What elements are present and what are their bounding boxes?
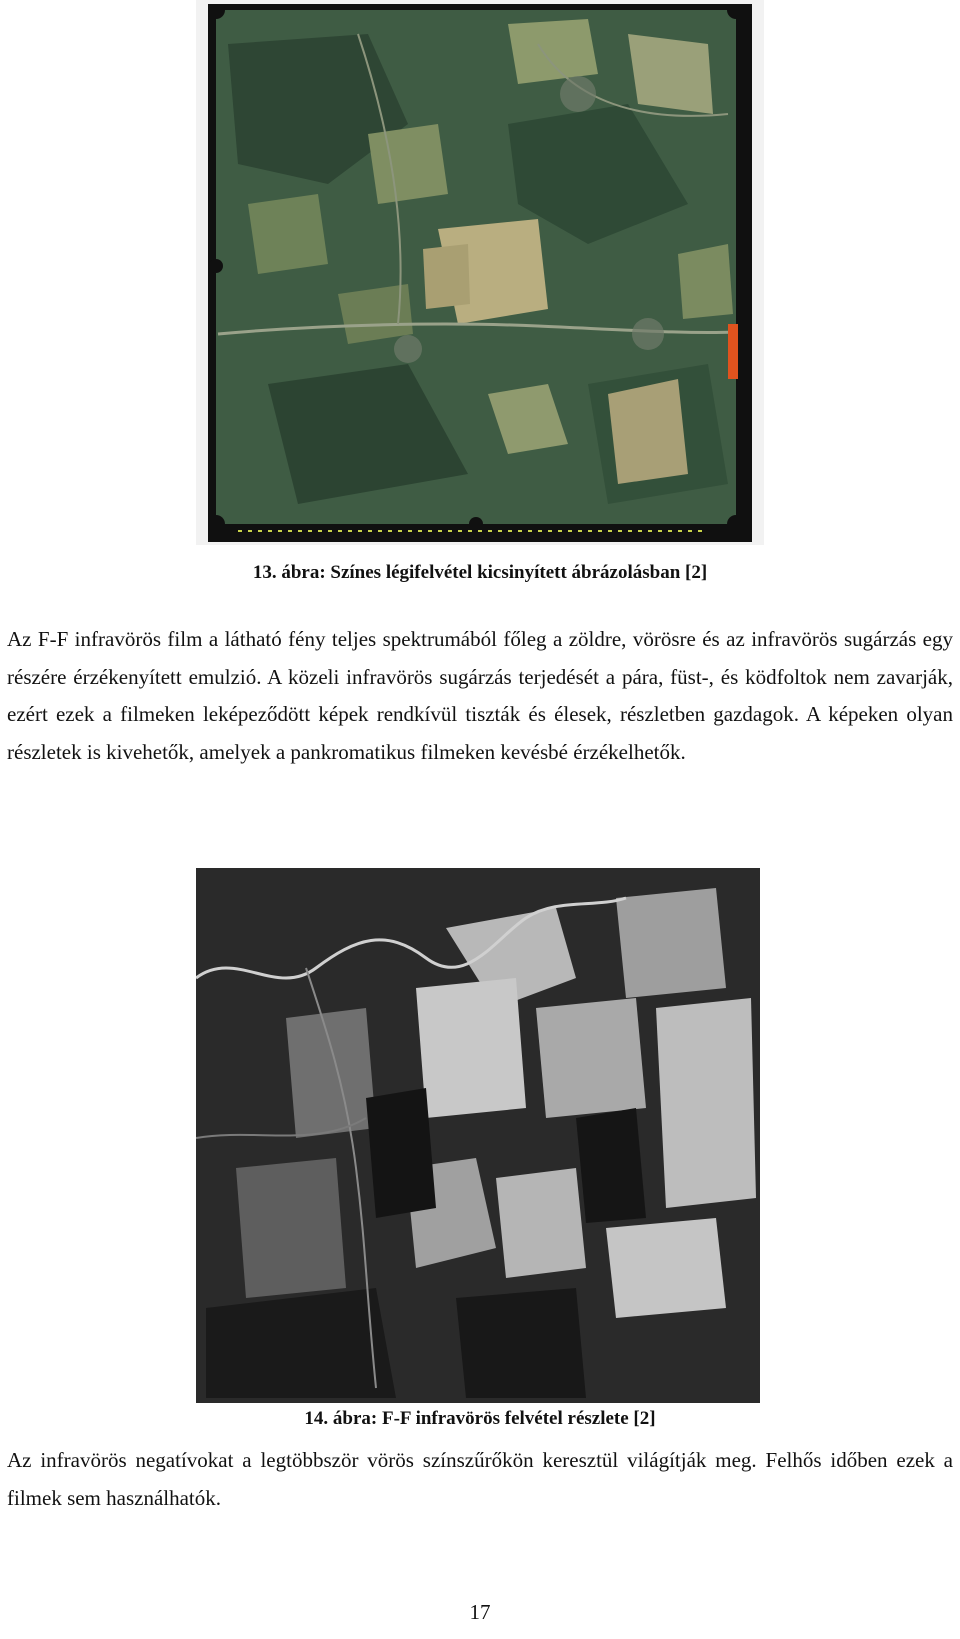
infrared-photo-figure [196, 868, 760, 1403]
paragraph-1: Az F-F infravörös film a látható fény teljes spektrumából főleg a zöldre, vörösre és az infravörös sugárzás egy részére érzékenyített emulzió. A közeli infravörös sugárzás terjedését a pára, füst-, és ködfoltok nem zavarják, ezért ezek a filmeken leképeződött képek rendkívül tiszták és élesek, részletben gazdagok. A képeken olyan részletek is kivehetők, amelyek a pankromatikus filmeken kevésbé érzékelhetők. [7, 627, 953, 764]
aerial-photo-color-image [208, 4, 752, 542]
infrared-photo-image [196, 868, 760, 1403]
paragraph-2: Az infravörös negatívokat a legtöbbször vörös színszűrőkön keresztül világítják meg. Felhős időben ezek a filmek sem használhatók. [7, 1448, 953, 1510]
figure-14-caption: 14. ábra: F-F infravörös felvétel részlete [2] [304, 1408, 656, 1429]
figure-13-caption: 13. ábra: Színes légifelvétel kicsinyített ábrázolásban [2] [252, 562, 708, 583]
aerial-photo-color-figure [196, 0, 764, 545]
page-number: 17 [469, 1600, 491, 1624]
